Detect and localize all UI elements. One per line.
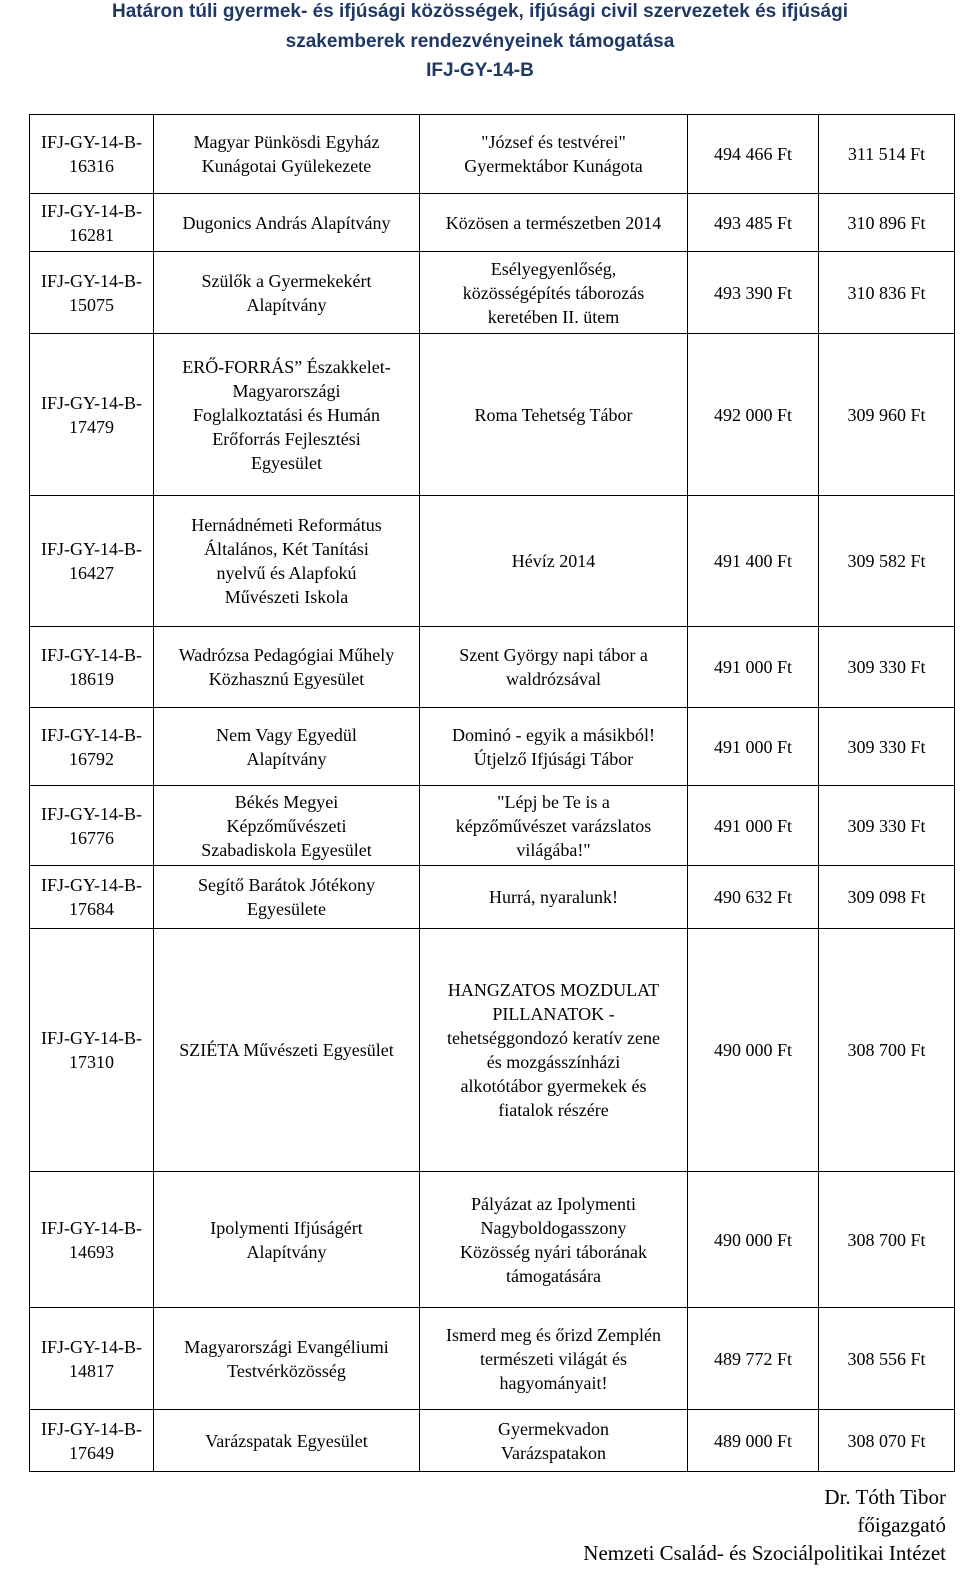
organization-cell — [154, 929, 420, 1172]
project-title-line: és mozgásszínházi — [486, 1052, 621, 1072]
project-title-cell — [420, 1172, 688, 1308]
project-title-line: Gyermekvadon — [498, 1418, 609, 1439]
grants-table — [29, 114, 955, 1472]
amount-requested-cell: 489 000 Ft — [688, 1410, 819, 1472]
grant-id-line: IFJ-GY-14-B- — [41, 132, 142, 152]
grant-id-line: IFJ-GY-14-B- — [41, 1418, 142, 1439]
grant-id-cell — [30, 929, 154, 1172]
project-title-line: Szent György napi tábor a — [459, 645, 648, 665]
project-title-cell — [420, 786, 688, 866]
amount-awarded-cell: 311 514 Ft — [819, 115, 955, 194]
grant-id-line: 16281 — [69, 224, 114, 245]
project-title-cell — [420, 334, 688, 496]
grant-id-line: 18619 — [69, 669, 114, 689]
grant-id-line: IFJ-GY-14-B- — [41, 270, 142, 291]
table-row — [30, 1308, 955, 1410]
grant-id-line: IFJ-GY-14-B- — [41, 645, 142, 665]
project-title-line: Gyermektábor Kunágota — [464, 156, 643, 176]
grant-id-cell — [30, 1410, 154, 1472]
organization-line: Alapítvány — [246, 748, 327, 769]
project-title-line: HANGZATOS MOZDULAT — [447, 980, 660, 1000]
organization-line: Wadrózsa Pedagógiai Műhely — [178, 645, 395, 665]
project-title-line: tehetséggondozó keratív zene — [447, 1028, 660, 1048]
grant-id-cell — [30, 496, 154, 627]
project-title-line: Közösség nyári táborának — [460, 1241, 647, 1262]
table-row — [30, 496, 955, 627]
amount-awarded-cell: 310 896 Ft — [819, 194, 955, 252]
amount-awarded-cell: 308 070 Ft — [819, 1410, 955, 1472]
table-row — [30, 194, 955, 252]
organization-cell — [154, 627, 420, 708]
project-title-line: Dominó - egyik a másikból! — [452, 724, 655, 745]
project-title-line: Pályázat az Ipolymenti — [471, 1193, 636, 1214]
grant-id-line: 15075 — [69, 294, 114, 315]
amount-requested-cell: 492 000 Ft — [688, 334, 819, 496]
table-row — [30, 708, 955, 786]
table-row — [30, 115, 955, 194]
organization-cell — [154, 252, 420, 334]
organization-cell — [154, 786, 420, 866]
organization-line: Közhasznú Egyesület — [208, 669, 365, 689]
amount-awarded-cell: 308 556 Ft — [819, 1308, 955, 1410]
amount-awarded-cell: 309 330 Ft — [819, 708, 955, 786]
organization-line: Dugonics András Alapítvány — [182, 212, 391, 233]
grant-id-line: 17684 — [69, 899, 114, 919]
grant-id-line: IFJ-GY-14-B- — [41, 1028, 142, 1048]
amount-requested-cell: 490 000 Ft — [688, 929, 819, 1172]
organization-line: Magyarországi Evangéliumi — [184, 1336, 389, 1357]
grant-id-line: 16776 — [69, 827, 114, 848]
organization-line: Erőforrás Fejlesztési — [212, 428, 361, 449]
project-title-line: Esélyegyenlőség, — [490, 258, 617, 279]
grant-id-line: IFJ-GY-14-B- — [41, 803, 142, 824]
project-title-cell — [420, 496, 688, 627]
organization-line: Varázspatak Egyesület — [205, 1430, 368, 1451]
amount-requested-cell: 491 000 Ft — [688, 786, 819, 866]
grant-id-cell — [30, 115, 154, 194]
organization-line: Ipolymenti Ifjúságért — [210, 1217, 363, 1238]
organization-line: Kunágotai Gyülekezete — [201, 156, 372, 176]
organization-cell — [154, 496, 420, 627]
organization-cell — [154, 334, 420, 496]
organization-line: Foglalkoztatási és Humán — [193, 404, 380, 425]
project-title-line: PILLANATOK - — [492, 1004, 615, 1024]
organization-line: Nem Vagy Egyedül — [216, 724, 357, 745]
organization-cell — [154, 115, 420, 194]
amount-awarded-cell: 308 700 Ft — [819, 1172, 955, 1308]
amount-requested-cell: 491 400 Ft — [688, 496, 819, 627]
project-title-line: képzőművészet varázslatos — [455, 815, 652, 836]
header-line-3: IFJ-GY-14-B — [426, 60, 534, 81]
table-row — [30, 929, 955, 1172]
amount-awarded-cell: 309 330 Ft — [819, 786, 955, 866]
project-title-line: természeti világát és — [480, 1348, 627, 1369]
organization-line: Hernádnémeti Református — [191, 515, 382, 535]
project-title-line: Nagyboldogasszony — [480, 1217, 627, 1238]
project-title-cell — [420, 115, 688, 194]
organization-line: Egyesülete — [247, 899, 326, 919]
organization-line: Magyarországi — [232, 380, 341, 401]
organization-line: Segítő Barátok Jótékony — [198, 875, 375, 895]
organization-line: Alapítvány — [246, 1241, 327, 1262]
amount-requested-cell: 493 485 Ft — [688, 194, 819, 252]
grant-id-line: IFJ-GY-14-B- — [41, 875, 142, 895]
table-row — [30, 252, 955, 334]
table-row — [30, 1410, 955, 1472]
table-row — [30, 1172, 955, 1308]
project-title-line: Ismerd meg és őrizd Zemplén — [446, 1324, 661, 1345]
grant-id-cell — [30, 1308, 154, 1410]
table-row — [30, 866, 955, 929]
amount-requested-cell: 489 772 Ft — [688, 1308, 819, 1410]
project-title-cell — [420, 929, 688, 1172]
organization-cell — [154, 866, 420, 929]
grant-id-cell — [30, 1172, 154, 1308]
project-title-line: Hurrá, nyaralunk! — [489, 887, 618, 907]
project-title-line: keretében II. ütem — [487, 306, 620, 327]
grant-id-line: IFJ-GY-14-B- — [41, 200, 142, 221]
project-title-line: Roma Tehetség Tábor — [474, 404, 633, 425]
organization-line: Általános, Két Tanítási — [204, 539, 369, 559]
organization-line: Szabadiskola Egyesület — [201, 839, 372, 860]
signature-block — [583, 1483, 946, 1567]
organization-line: nyelvű és Alapfokú — [216, 563, 357, 583]
organization-line: Szülők a Gyermekekért — [201, 270, 372, 291]
signatory-institution: Nemzeti Család- és Szociálpolitikai Intézet — [583, 1541, 946, 1565]
project-title-cell — [420, 1308, 688, 1410]
grant-id-line: 14693 — [69, 1241, 114, 1262]
amount-requested-cell: 491 000 Ft — [688, 708, 819, 786]
project-title-line: Hévíz 2014 — [511, 551, 596, 571]
header-line-1: Határon túli gyermek- és ifjúsági közösségek, ifjúsági civil szervezetek és ifjúsági — [111, 1, 848, 22]
project-title-line: világába!" — [516, 839, 591, 860]
organization-cell — [154, 1308, 420, 1410]
project-title-cell — [420, 708, 688, 786]
amount-awarded-cell: 308 700 Ft — [819, 929, 955, 1172]
project-title-line: alkotótábor gyermekek és — [460, 1076, 647, 1096]
organization-cell — [154, 194, 420, 252]
project-title-line: Varázspatakon — [501, 1442, 606, 1463]
table-row — [30, 334, 955, 496]
grant-id-cell — [30, 194, 154, 252]
organization-line: Magyar Pünkösdi Egyház — [193, 132, 380, 152]
organization-line: Testvérközösség — [227, 1360, 346, 1381]
amount-requested-cell: 491 000 Ft — [688, 627, 819, 708]
project-title-cell — [420, 1410, 688, 1472]
grant-id-line: 17479 — [69, 416, 114, 437]
project-title-line: támogatására — [506, 1265, 601, 1286]
grant-id-line: IFJ-GY-14-B- — [41, 1217, 142, 1238]
grant-id-cell — [30, 708, 154, 786]
amount-requested-cell: 490 000 Ft — [688, 1172, 819, 1308]
grant-id-line: 17310 — [69, 1052, 114, 1072]
project-title-line: "József és testvérei" — [481, 132, 626, 152]
amount-awarded-cell: 310 836 Ft — [819, 252, 955, 334]
signatory-name: Dr. Tóth Tibor — [824, 1485, 946, 1509]
grant-id-cell — [30, 627, 154, 708]
amount-requested-cell: 493 390 Ft — [688, 252, 819, 334]
grant-id-line: IFJ-GY-14-B- — [41, 724, 142, 745]
amount-awarded-cell: 309 330 Ft — [819, 627, 955, 708]
grant-id-line: 16792 — [69, 748, 114, 769]
organization-line: Művészeti Iskola — [224, 587, 349, 607]
project-title-line: Közösen a természetben 2014 — [445, 212, 662, 233]
amount-awarded-cell: 309 098 Ft — [819, 866, 955, 929]
amount-awarded-cell: 309 960 Ft — [819, 334, 955, 496]
project-title-line: fiatalok részére — [498, 1100, 609, 1120]
project-title-line: hagyományait! — [499, 1372, 608, 1393]
amount-awarded-cell: 309 582 Ft — [819, 496, 955, 627]
project-title-line: "Lépj be Te is a — [497, 791, 610, 812]
organization-line: SZIÉTA Művészeti Egyesület — [179, 1040, 394, 1060]
project-title-line: közösségépítés táborozás — [462, 282, 645, 303]
grant-id-line: 14817 — [69, 1360, 114, 1381]
project-title-line: waldrózsával — [506, 669, 601, 689]
organization-cell — [154, 1410, 420, 1472]
organization-line: ERŐ-FORRÁS” Északkelet- — [182, 356, 391, 377]
project-title-cell — [420, 252, 688, 334]
project-title-cell — [420, 194, 688, 252]
grant-id-line: 16316 — [69, 156, 114, 176]
table-row — [30, 786, 955, 866]
grant-id-line: IFJ-GY-14-B- — [41, 392, 142, 413]
amount-requested-cell: 490 632 Ft — [688, 866, 819, 929]
grant-id-line: IFJ-GY-14-B- — [41, 539, 142, 559]
organization-cell — [154, 1172, 420, 1308]
project-title-cell — [420, 866, 688, 929]
grant-id-line: IFJ-GY-14-B- — [41, 1336, 142, 1357]
grant-id-cell — [30, 334, 154, 496]
grant-id-cell — [30, 866, 154, 929]
grant-id-line: 16427 — [69, 563, 114, 583]
grant-id-line: 17649 — [69, 1442, 114, 1463]
organization-cell — [154, 708, 420, 786]
project-title-line: Útjelző Ifjúsági Tábor — [473, 748, 634, 769]
organization-line: Békés Megyei — [234, 791, 339, 812]
project-title-cell — [420, 627, 688, 708]
organization-line: Egyesület — [251, 452, 322, 473]
signatory-position: főigazgató — [857, 1513, 946, 1537]
grant-id-cell — [30, 252, 154, 334]
organization-line: Alapítvány — [246, 294, 327, 315]
grant-id-cell — [30, 786, 154, 866]
table-row — [30, 627, 955, 708]
header-line-2: szakemberek rendezvényeinek támogatása — [285, 31, 675, 52]
amount-requested-cell: 494 466 Ft — [688, 115, 819, 194]
organization-line: Képzőművészeti — [226, 815, 347, 836]
